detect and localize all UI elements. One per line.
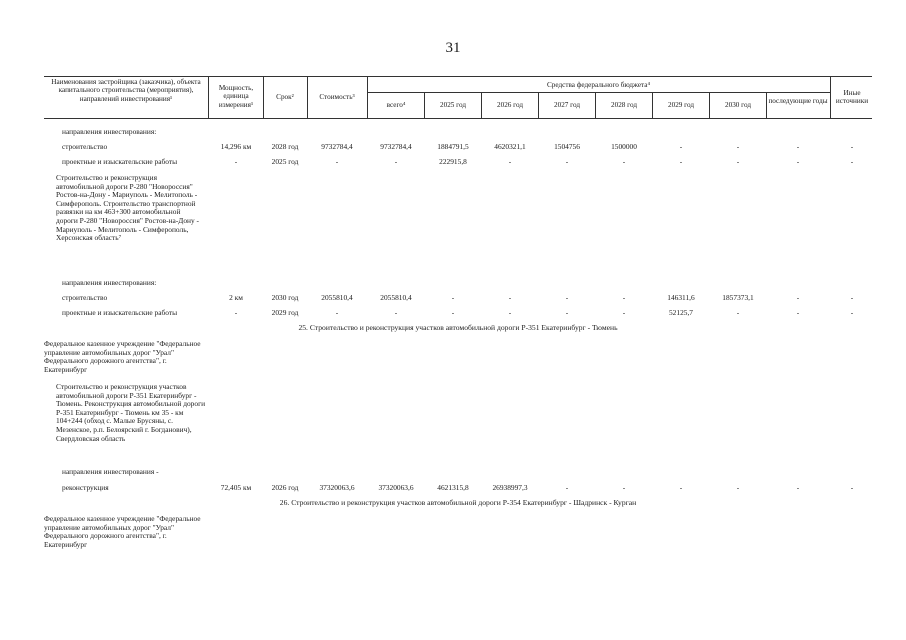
cell-capacity: 14,296 км bbox=[220, 142, 252, 151]
cell-2028: - bbox=[622, 308, 626, 317]
cell-cost: 9732784,4 bbox=[321, 142, 353, 151]
row-label: строительство bbox=[62, 142, 108, 151]
page-number: 31 bbox=[445, 40, 461, 56]
developer-name: Федеральное казенное учреждение "Федеральное управление автомобильных дорог "Урал" Федерального дорожного агентства", г. Екатеринбург bbox=[44, 514, 201, 549]
cell-2027: - bbox=[565, 308, 569, 317]
cell-cost: - bbox=[335, 157, 339, 166]
header-2026: 2026 год bbox=[497, 101, 523, 109]
header-2029: 2029 год bbox=[668, 101, 694, 109]
section-heading: 26. Строительство и реконструкция участков автомобильной дороги Р-354 Екатеринбург - Шадринск - Курган bbox=[279, 498, 637, 507]
cell-2029: - bbox=[679, 157, 683, 166]
header-federal-budget: Средства федерального бюджета⁴ bbox=[547, 81, 650, 89]
cell-2027: - bbox=[565, 293, 569, 302]
cell-following: - bbox=[796, 308, 800, 317]
cell-2027: 1504756 bbox=[554, 142, 580, 151]
cell-term: 2026 год bbox=[271, 483, 299, 492]
cell-2026: 4620321,1 bbox=[494, 142, 526, 151]
row-label: направления инвестирования: bbox=[62, 127, 157, 136]
cell-total: 37320063,6 bbox=[378, 483, 414, 492]
developer-name: Федеральное казенное учреждение "Федеральное управление автомобильных дорог "Урал" Федерального дорожного агентства", г. Екатеринбург bbox=[44, 339, 201, 374]
cell-2028: - bbox=[622, 157, 626, 166]
cell-2026: - bbox=[508, 308, 512, 317]
cell-2025: - bbox=[451, 308, 455, 317]
header-cost: Стоимость³ bbox=[319, 93, 355, 101]
cell-2030: 1857373,1 bbox=[722, 293, 754, 302]
header-2025: 2025 год bbox=[440, 101, 466, 109]
col-divider bbox=[208, 76, 209, 118]
cell-following: - bbox=[796, 157, 800, 166]
cell-capacity: - bbox=[234, 308, 238, 317]
header-developer: Наименования застройщика (заказчика), объекта капитального строительства (мероприятия), направлений инвестирования¹ bbox=[51, 78, 201, 103]
cell-other: - bbox=[850, 157, 854, 166]
cell-total: - bbox=[394, 157, 398, 166]
row-label: направления инвестирования: bbox=[62, 278, 157, 287]
cell-other: - bbox=[850, 142, 854, 151]
header-other-sources: Иные источники bbox=[835, 89, 869, 106]
cell-2030: - bbox=[736, 483, 740, 492]
cell-2028: - bbox=[622, 293, 626, 302]
cell-term: 2030 год bbox=[271, 293, 299, 302]
cell-cost: 2055810,4 bbox=[321, 293, 353, 302]
header-total: всего⁴ bbox=[386, 101, 406, 109]
header-2028: 2028 год bbox=[611, 101, 637, 109]
row-label: направления инвестирования - bbox=[62, 467, 159, 476]
row-label: проектные и изыскательские работы bbox=[62, 308, 178, 317]
cell-2028: 1500000 bbox=[611, 142, 637, 151]
cell-2026: - bbox=[508, 157, 512, 166]
cell-total: 2055810,4 bbox=[380, 293, 412, 302]
cell-2025: 4621315,8 bbox=[437, 483, 469, 492]
cell-other: - bbox=[850, 293, 854, 302]
header-term: Срок² bbox=[276, 93, 294, 101]
cell-2025: 1884791,5 bbox=[437, 142, 469, 151]
cell-following: - bbox=[796, 483, 800, 492]
cell-capacity: - bbox=[234, 157, 238, 166]
header-2030: 2030 год bbox=[725, 101, 751, 109]
header-capacity: Мощность, единица измерения¹ bbox=[218, 84, 254, 109]
cell-following: - bbox=[796, 142, 800, 151]
cell-2028: - bbox=[622, 483, 626, 492]
header-following-years: последующие годы bbox=[768, 97, 828, 105]
cell-2029: 146311,6 bbox=[667, 293, 695, 302]
cell-2027: - bbox=[565, 157, 569, 166]
object-description: Строительство и реконструкция участков автомобильной дороги Р-351 Екатеринбург - Тюмень. Реконструкция автомобильной дороги Р-351 Екатеринбург - Тюмень км 35 - км 104+244 (обход с. Малые Брусяны, с. Мезенское, р.п. Белоярский г. Богданович), Свердловская область bbox=[56, 382, 206, 443]
cell-cost: 37320063,6 bbox=[319, 483, 355, 492]
cell-term: 2029 год bbox=[271, 308, 299, 317]
cell-2029: - bbox=[679, 142, 683, 151]
section-heading: 25. Строительство и реконструкция участков автомобильной дороги Р-351 Екатеринбург - Тюмень bbox=[298, 323, 618, 332]
cell-following: - bbox=[796, 293, 800, 302]
header-2027: 2027 год bbox=[554, 101, 580, 109]
header-top-rule bbox=[44, 76, 872, 77]
cell-2026: - bbox=[508, 293, 512, 302]
cell-2025: - bbox=[451, 293, 455, 302]
header-mid-rule bbox=[367, 92, 830, 93]
cell-2027: - bbox=[565, 483, 569, 492]
cell-other: - bbox=[850, 483, 854, 492]
cell-other: - bbox=[850, 308, 854, 317]
cell-2026: 26938997,3 bbox=[492, 483, 528, 492]
row-label: проектные и изыскательские работы bbox=[62, 157, 178, 166]
cell-capacity: 72,405 км bbox=[220, 483, 252, 492]
cell-2030: - bbox=[736, 142, 740, 151]
cell-capacity: 2 км bbox=[229, 293, 243, 302]
row-label: строительство bbox=[62, 293, 108, 302]
cell-2030: - bbox=[736, 308, 740, 317]
cell-2030: - bbox=[736, 157, 740, 166]
cell-term: 2028 год bbox=[271, 142, 299, 151]
cell-term: 2025 год bbox=[271, 157, 299, 166]
cell-2029: 52125,7 bbox=[668, 308, 694, 317]
cell-2029: - bbox=[679, 483, 683, 492]
cell-cost: - bbox=[335, 308, 339, 317]
cell-total: 9732784,4 bbox=[380, 142, 412, 151]
cell-2025: 222915,8 bbox=[439, 157, 467, 166]
header-bottom-rule bbox=[44, 118, 872, 119]
object-description: Строительство и реконструкция автомобильной дороги Р-280 "Новороссия" Ростов-на-Дону - Мариуполь - Мелитополь - Симферополь. Строительство транспортной развязки на км 463+300 автомобильной дороги Р-280 "Новороссия" Ростов-на-Дону - Мариуполь - Мелитополь - Симферополь, Херсонская область⁷ bbox=[56, 173, 199, 243]
row-label: реконструкция bbox=[62, 483, 109, 492]
cell-total: - bbox=[394, 308, 398, 317]
